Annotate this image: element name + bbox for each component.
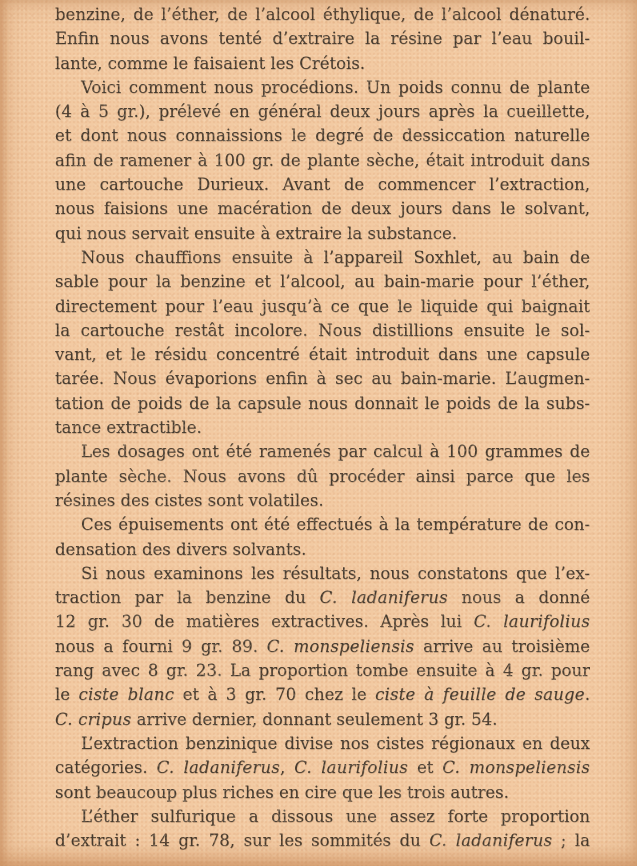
text-line — [55, 683, 590, 707]
text-segment: résines des cistes sont volatiles. — [55, 490, 324, 510]
text-line — [55, 562, 590, 586]
text-line — [55, 295, 590, 319]
text-line — [55, 732, 590, 756]
species-name: ciste à feuille de sauge — [375, 685, 585, 705]
text-line — [55, 781, 590, 805]
text-line — [55, 270, 590, 294]
text-line — [55, 635, 590, 659]
text-line — [55, 3, 590, 27]
text-line — [55, 76, 590, 100]
text-segment: une cartouche Durieux. Avant de commencer l’extraction, — [55, 175, 590, 195]
text-segment: nous a donné — [447, 588, 590, 608]
text-segment: Ces épuisements ont été effectués à la température de con- — [81, 515, 590, 535]
text-line — [55, 343, 590, 367]
page-text — [55, 3, 590, 853]
text-line — [55, 756, 590, 780]
text-segment: nous faisions une macération de deux jours dans le solvant, — [55, 199, 590, 219]
text-line — [55, 52, 590, 76]
text-segment: 12 gr. 30 de matières extractives. Après lui — [55, 612, 474, 632]
text-line — [55, 538, 590, 562]
text-line — [55, 465, 590, 489]
text-line — [55, 27, 590, 51]
text-segment: Voici comment nous procédions. Un poids connu de plante — [81, 77, 590, 97]
text-line — [55, 829, 590, 853]
text-segment: et dont nous connaissions le degré de dessiccation naturelle — [55, 126, 590, 146]
text-segment: densation des divers solvants. — [55, 539, 307, 559]
text-segment: tation de poids de la capsule nous donnait le poids de la subs- — [55, 393, 590, 413]
text-line — [55, 440, 590, 464]
text-segment: la cartouche restât incolore. Nous distillions ensuite le sol- — [55, 320, 590, 340]
text-segment: catégories. — [55, 758, 157, 778]
species-name: C. monspeliensis — [442, 758, 590, 778]
text-line — [55, 197, 590, 221]
text-segment: directement pour l’eau jusqu’à ce que le liquide qui baignait — [55, 296, 590, 316]
text-line — [55, 319, 590, 343]
text-line — [55, 124, 590, 148]
text-segment: Les dosages ont été ramenés par calcul à 100 grammes de — [81, 442, 590, 462]
text-line — [55, 392, 590, 416]
text-line — [55, 513, 590, 537]
text-segment: plante sèche. Nous avons dû procéder ainsi parce que les — [55, 466, 590, 486]
text-line — [55, 149, 590, 173]
text-line — [55, 586, 590, 610]
text-segment: tarée. Nous évaporions enfin à sec au bain-marie. L’augmen- — [55, 369, 590, 389]
text-line — [55, 173, 590, 197]
text-segment: nous a fourni 9 gr. 89. — [55, 636, 267, 656]
text-segment: qui nous servait ensuite à extraire la substance. — [55, 223, 457, 243]
text-segment: d’extrait : 14 gr. 78, sur les sommités du — [55, 831, 430, 851]
text-segment: arrive au troisième — [414, 636, 590, 656]
species-name: C. laurifolius — [473, 612, 590, 632]
text-line — [55, 489, 590, 513]
text-segment: traction par la benzine du — [55, 588, 320, 608]
text-line — [55, 367, 590, 391]
text-segment: , — [279, 758, 295, 778]
text-segment: rang avec 8 gr. 23. La proportion tombe ensuite à 4 gr. pour — [55, 661, 590, 681]
text-line — [55, 805, 590, 829]
text-segment: afin de ramener à 100 gr. de plante sèche, était introduit dans — [55, 150, 590, 170]
text-segment: arrive dernier, donnant seulement 3 gr. 54. — [131, 709, 498, 729]
text-line — [55, 222, 590, 246]
text-segment: et — [407, 758, 443, 778]
text-segment: sont beaucoup plus riches en cire que les trois autres. — [55, 782, 509, 802]
species-name: C. monspeliensis — [266, 636, 415, 656]
text-segment: (4 à 5 gr.), prélevé en général deux jours après la cueillette, — [55, 102, 590, 122]
text-line — [55, 610, 590, 634]
text-segment: Nous chauffions ensuite à l’appareil Soxhlet, au bain de — [81, 247, 590, 267]
species-name: C. ladaniferus — [429, 831, 553, 851]
text-segment: L’éther sulfurique a dissous une assez forte proportion — [81, 806, 590, 826]
text-line — [55, 100, 590, 124]
text-segment: . — [584, 685, 590, 705]
text-line — [55, 708, 590, 732]
species-name: C. ladaniferus — [319, 588, 448, 608]
text-segment: ; la — [552, 831, 590, 851]
text-line — [55, 659, 590, 683]
text-segment: le — [55, 685, 79, 705]
text-segment: et à 3 gr. 70 chez le — [174, 685, 376, 705]
text-segment: benzine, de l’éther, de l’alcool éthylique, de l’alcool dénaturé. — [55, 5, 590, 24]
text-segment: Si nous examinons les résultats, nous constatons que l’ex- — [81, 563, 590, 583]
species-name: ciste blanc — [78, 685, 175, 705]
text-segment: Enfin nous avons tenté d’extraire la résine par l’eau bouil- — [55, 29, 590, 49]
text-segment: vant, et le résidu concentré était introduit dans une capsule — [55, 345, 590, 365]
text-line — [55, 246, 590, 270]
text-segment: L’extraction benzinique divise nos cistes régionaux en deux — [81, 733, 590, 753]
text-segment: tance extractible. — [55, 418, 202, 438]
species-name: C. laurifolius — [294, 758, 408, 778]
species-name: C. ladaniferus — [156, 758, 280, 778]
text-segment: lante, comme le faisaient les Crétois. — [55, 53, 366, 73]
text-segment: sable pour la benzine et l’alcool, au bain-marie pour l’éther, — [55, 272, 590, 292]
text-line — [55, 416, 590, 440]
species-name: C. cripus — [55, 709, 132, 729]
